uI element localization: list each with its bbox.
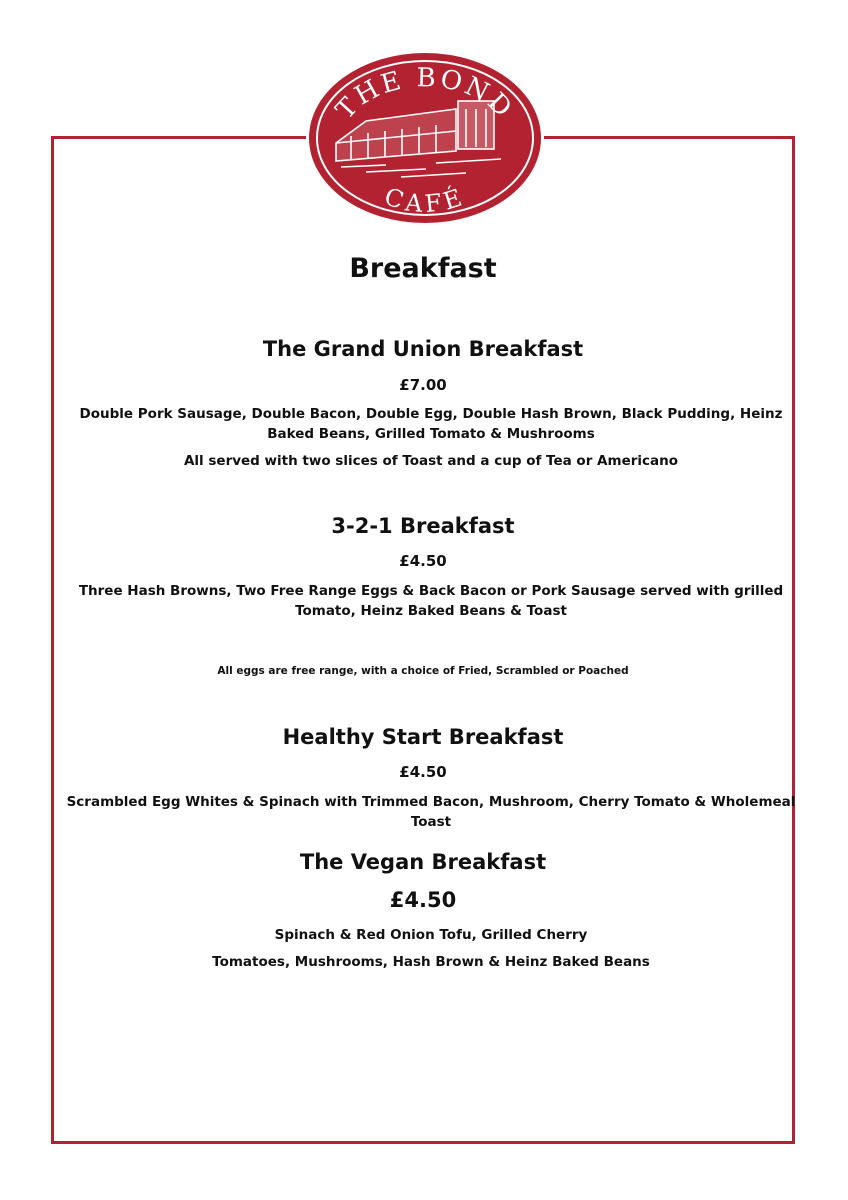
menu-item-price: £4.50 — [399, 763, 447, 781]
menu-item-name: Healthy Start Breakfast — [282, 725, 564, 749]
menu-item-description: Three Hash Browns, Two Free Range Eggs & Back Bacon or Pork Sausage served with grilled Tomato, Heinz Baked Beans & Toast — [78, 583, 784, 619]
menu-border-frame — [51, 136, 795, 1144]
menu-item-name: The Grand Union Breakfast — [262, 337, 584, 361]
menu-item-name: The Vegan Breakfast — [299, 850, 547, 874]
menu-item-price: £4.50 — [399, 552, 447, 570]
menu-item-description-line: Spinach & Red Onion Tofu, Grilled Cherry — [274, 927, 588, 943]
page-title: Breakfast — [349, 253, 497, 284]
menu-item-description: Scrambled Egg Whites & Spinach with Trimmed Bacon, Mushroom, Cherry Tomato & Wholemeal Toast — [66, 794, 796, 830]
logo-top-text: THE BOND — [330, 63, 520, 126]
menu-item-description: Double Pork Sausage, Double Bacon, Double Egg, Double Hash Brown, Black Pudding, Heinz Baked Beans, Grilled Tomato & Mushrooms — [79, 406, 783, 442]
menu-item-description-line: Tomatoes, Mushrooms, Hash Brown & Heinz Baked Beans — [212, 954, 650, 970]
menu-item-extra-note: All served with two slices of Toast and a cup of Tea or Americano — [183, 453, 679, 469]
cafe-logo — [306, 51, 544, 226]
menu-item-name: 3-2-1 Breakfast — [331, 514, 515, 538]
logo-bottom-text: CAFÉ — [381, 182, 469, 219]
menu-item-price: £7.00 — [399, 376, 447, 394]
eggs-note: All eggs are free range, with a choice of Fried, Scrambled or Poached — [217, 665, 629, 677]
menu-item-price: £4.50 — [389, 888, 457, 912]
cafe-logo-emblem — [306, 51, 544, 226]
